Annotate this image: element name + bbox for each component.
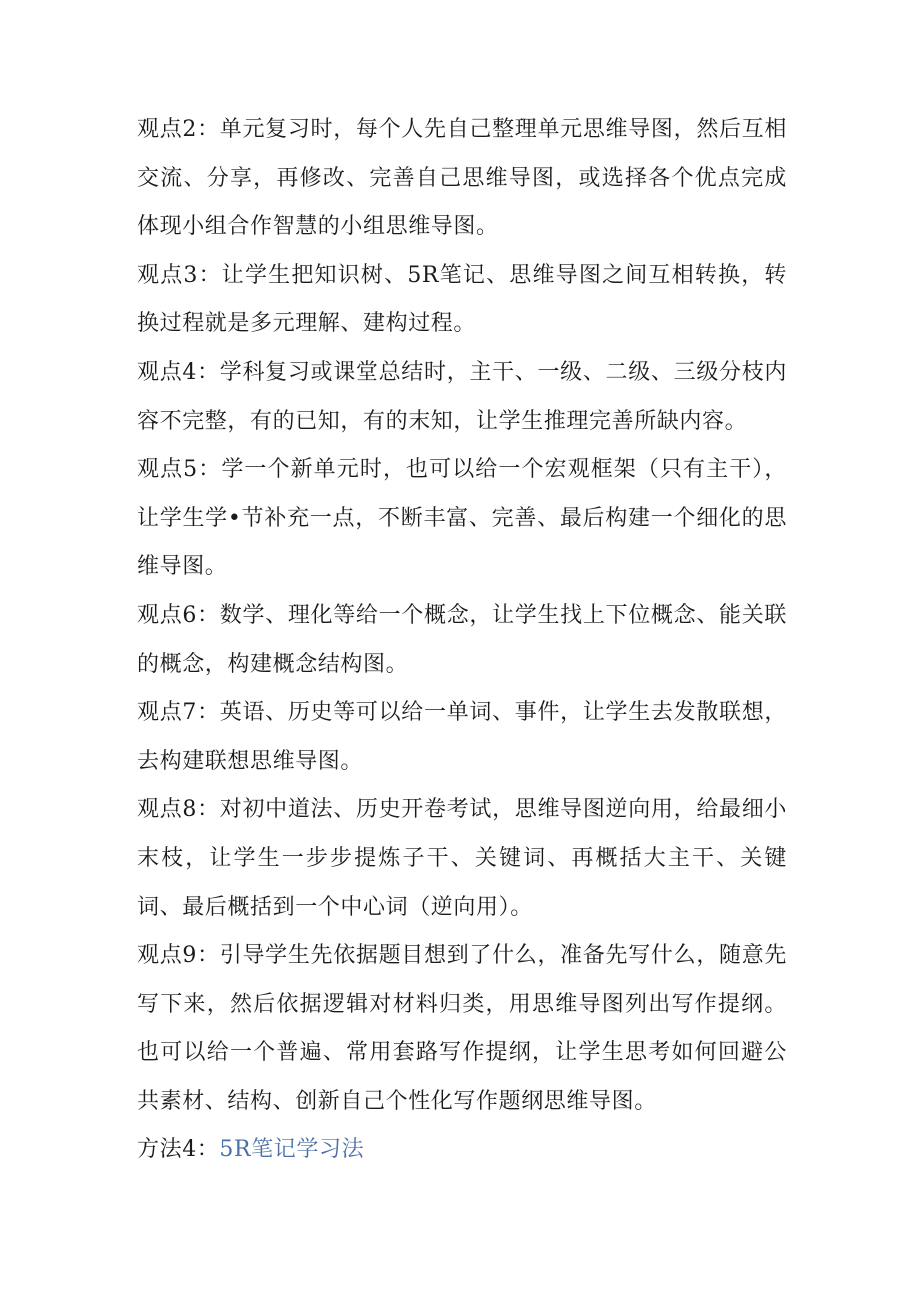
- paragraph-viewpoint-6: 观点6：数学、理化等给一个概念，让学生找上下位概念、能关联的概念，构建概念结构图。: [137, 602, 787, 677]
- method-heading: [137, 1126, 787, 1175]
- paragraph-viewpoint-2: 观点2：单元复习时，每个人先自己整理单元思维导图，然后互相交流、分享，再修改、完善自己思维导图，或选择各个优点完成体现小组合作智慧的小组思维导图。: [137, 117, 787, 240]
- paragraph-viewpoint-9: 观点9：引导学生先依据题目想到了什么，准备先写什么，随意先写下来，然后依据逻辑对材料归类，用思维导图列出写作提纲。也可以给一个普遍、常用套路写作提纲，让学生思考如何回避公共素材、结构、创新自己个性化写作题纲思维导图。: [137, 943, 787, 1114]
- paragraph-viewpoint-8: 观点8：对初中道法、历史开卷考试，思维导图逆向用，给最细小末枝，让学生一步步提炼子干、关键词、再概括大主干、关键词、最后概括到一个中心词（逆向用）。: [137, 797, 787, 920]
- paragraph-viewpoint-5: 观点5：学一个新单元时，也可以给一个宏观框架（只有主干），让学生学•节补充一点，不断丰富、完善、最后构建一个细化的思维导图。: [137, 457, 787, 580]
- method-title-link[interactable]: 5R笔记学习法: [219, 1137, 365, 1163]
- paragraph-viewpoint-7: 观点7：英语、历史等可以给一单词、事件，让学生去发散联想，去构建联想思维导图。: [137, 700, 787, 774]
- paragraph-viewpoint-4: 观点4：学科复习或课堂总结时，主干、一级、二级、三级分枝内容不完整，有的已知，有的末知，让学生推理完善所缺内容。: [137, 359, 787, 434]
- method-label: 方法4：: [137, 1137, 220, 1163]
- document-body: [137, 106, 787, 1175]
- paragraph-viewpoint-3: 观点3：让学生把知识树、5R笔记、思维导图之间互相转换，转换过程就是多元理解、建构过程。: [137, 262, 787, 337]
